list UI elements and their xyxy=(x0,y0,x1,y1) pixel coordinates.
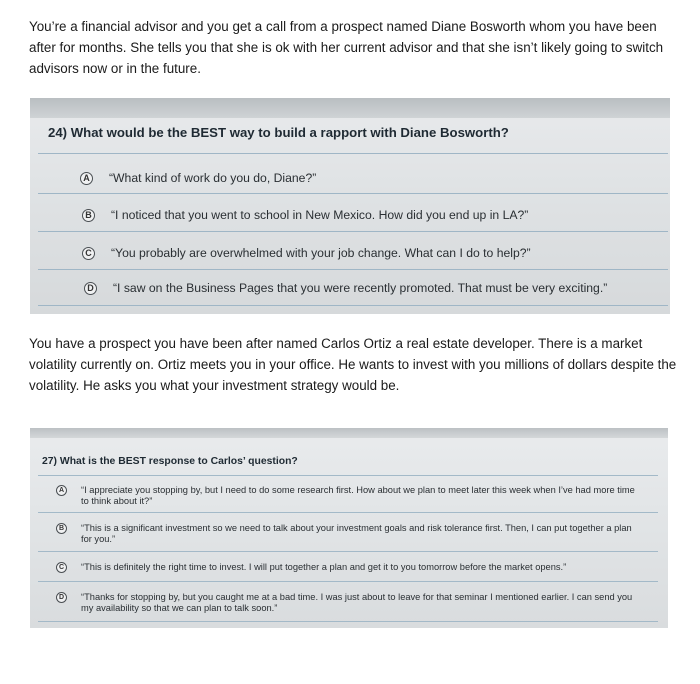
option-letter-badge: A xyxy=(56,485,67,496)
divider xyxy=(38,269,668,270)
option-24-b[interactable] xyxy=(82,208,528,222)
divider xyxy=(38,153,668,154)
option-letter-badge: D xyxy=(56,592,67,603)
question-27-text: 27) What is the BEST response to Carlos’ question? xyxy=(42,456,298,467)
question-24-text: 24) What would be the BEST way to build a rapport with Diane Bosworth? xyxy=(48,125,509,140)
option-27-b[interactable] xyxy=(56,523,641,545)
scenario-paragraph-diane: You’re a financial advisor and you get a call from a prospect named Diane Bosworth whom you have been after for months. She tells you that she is ok with her current advisor and that she isn’t likely going to switch advisors now or in the future. xyxy=(29,19,664,76)
option-text: “You probably are overwhelmed with your job change. What can I do to help?” xyxy=(111,246,531,260)
option-letter-badge: C xyxy=(82,247,95,260)
divider xyxy=(38,475,658,476)
photo-top-strip xyxy=(30,428,668,438)
divider xyxy=(38,305,668,306)
option-letter-badge: B xyxy=(82,209,95,222)
option-text: “What kind of work do you do, Diane?” xyxy=(109,171,317,185)
option-24-d[interactable] xyxy=(84,281,607,295)
option-text: “This is definitely the right time to invest. I will put together a plan and get it to you tomorrow before the market opens.” xyxy=(81,562,567,572)
divider xyxy=(38,231,668,232)
divider xyxy=(38,551,658,552)
question-27-photo xyxy=(30,428,668,628)
option-27-a[interactable] xyxy=(56,485,641,507)
option-27-d[interactable] xyxy=(56,592,641,614)
photo-top-strip xyxy=(30,98,670,118)
divider xyxy=(38,512,658,513)
divider xyxy=(38,621,658,622)
question-24-photo xyxy=(30,98,670,314)
option-text: “I appreciate you stopping by, but I need to do some research first. How about we plan to meet later this week when I’ve had more time to think about it?” xyxy=(81,485,635,506)
option-text: “Thanks for stopping by, but you caught me at a bad time. I was just about to leave for that seminar I mentioned earlier. I can send you my availability so that we can plan to talk soon.” xyxy=(81,592,633,613)
option-text: “This is a significant investment so we need to talk about your investment goals and risk tolerance first. Then, I can put together a plan for you.” xyxy=(81,523,632,544)
scenario-paragraph-carlos: You have a prospect you have been after named Carlos Ortiz a real estate developer. There is a market volatility currently on. Ortiz meets you in your office. He wants to invest with you millions of dollars despite the volatility. He asks you what your investment strategy would be. xyxy=(29,336,677,393)
option-24-a[interactable] xyxy=(80,171,316,185)
option-text: “I noticed that you went to school in New Mexico. How did you end up in LA?” xyxy=(111,208,529,222)
option-letter-badge: C xyxy=(56,562,67,573)
option-text: “I saw on the Business Pages that you were recently promoted. That must be very exciting.” xyxy=(113,281,608,295)
divider xyxy=(38,581,658,582)
option-27-c[interactable] xyxy=(56,562,641,573)
divider xyxy=(38,193,668,194)
option-letter-badge: A xyxy=(80,172,93,185)
option-letter-badge: B xyxy=(56,523,67,534)
option-24-c[interactable] xyxy=(82,246,531,260)
option-letter-badge: D xyxy=(84,282,97,295)
